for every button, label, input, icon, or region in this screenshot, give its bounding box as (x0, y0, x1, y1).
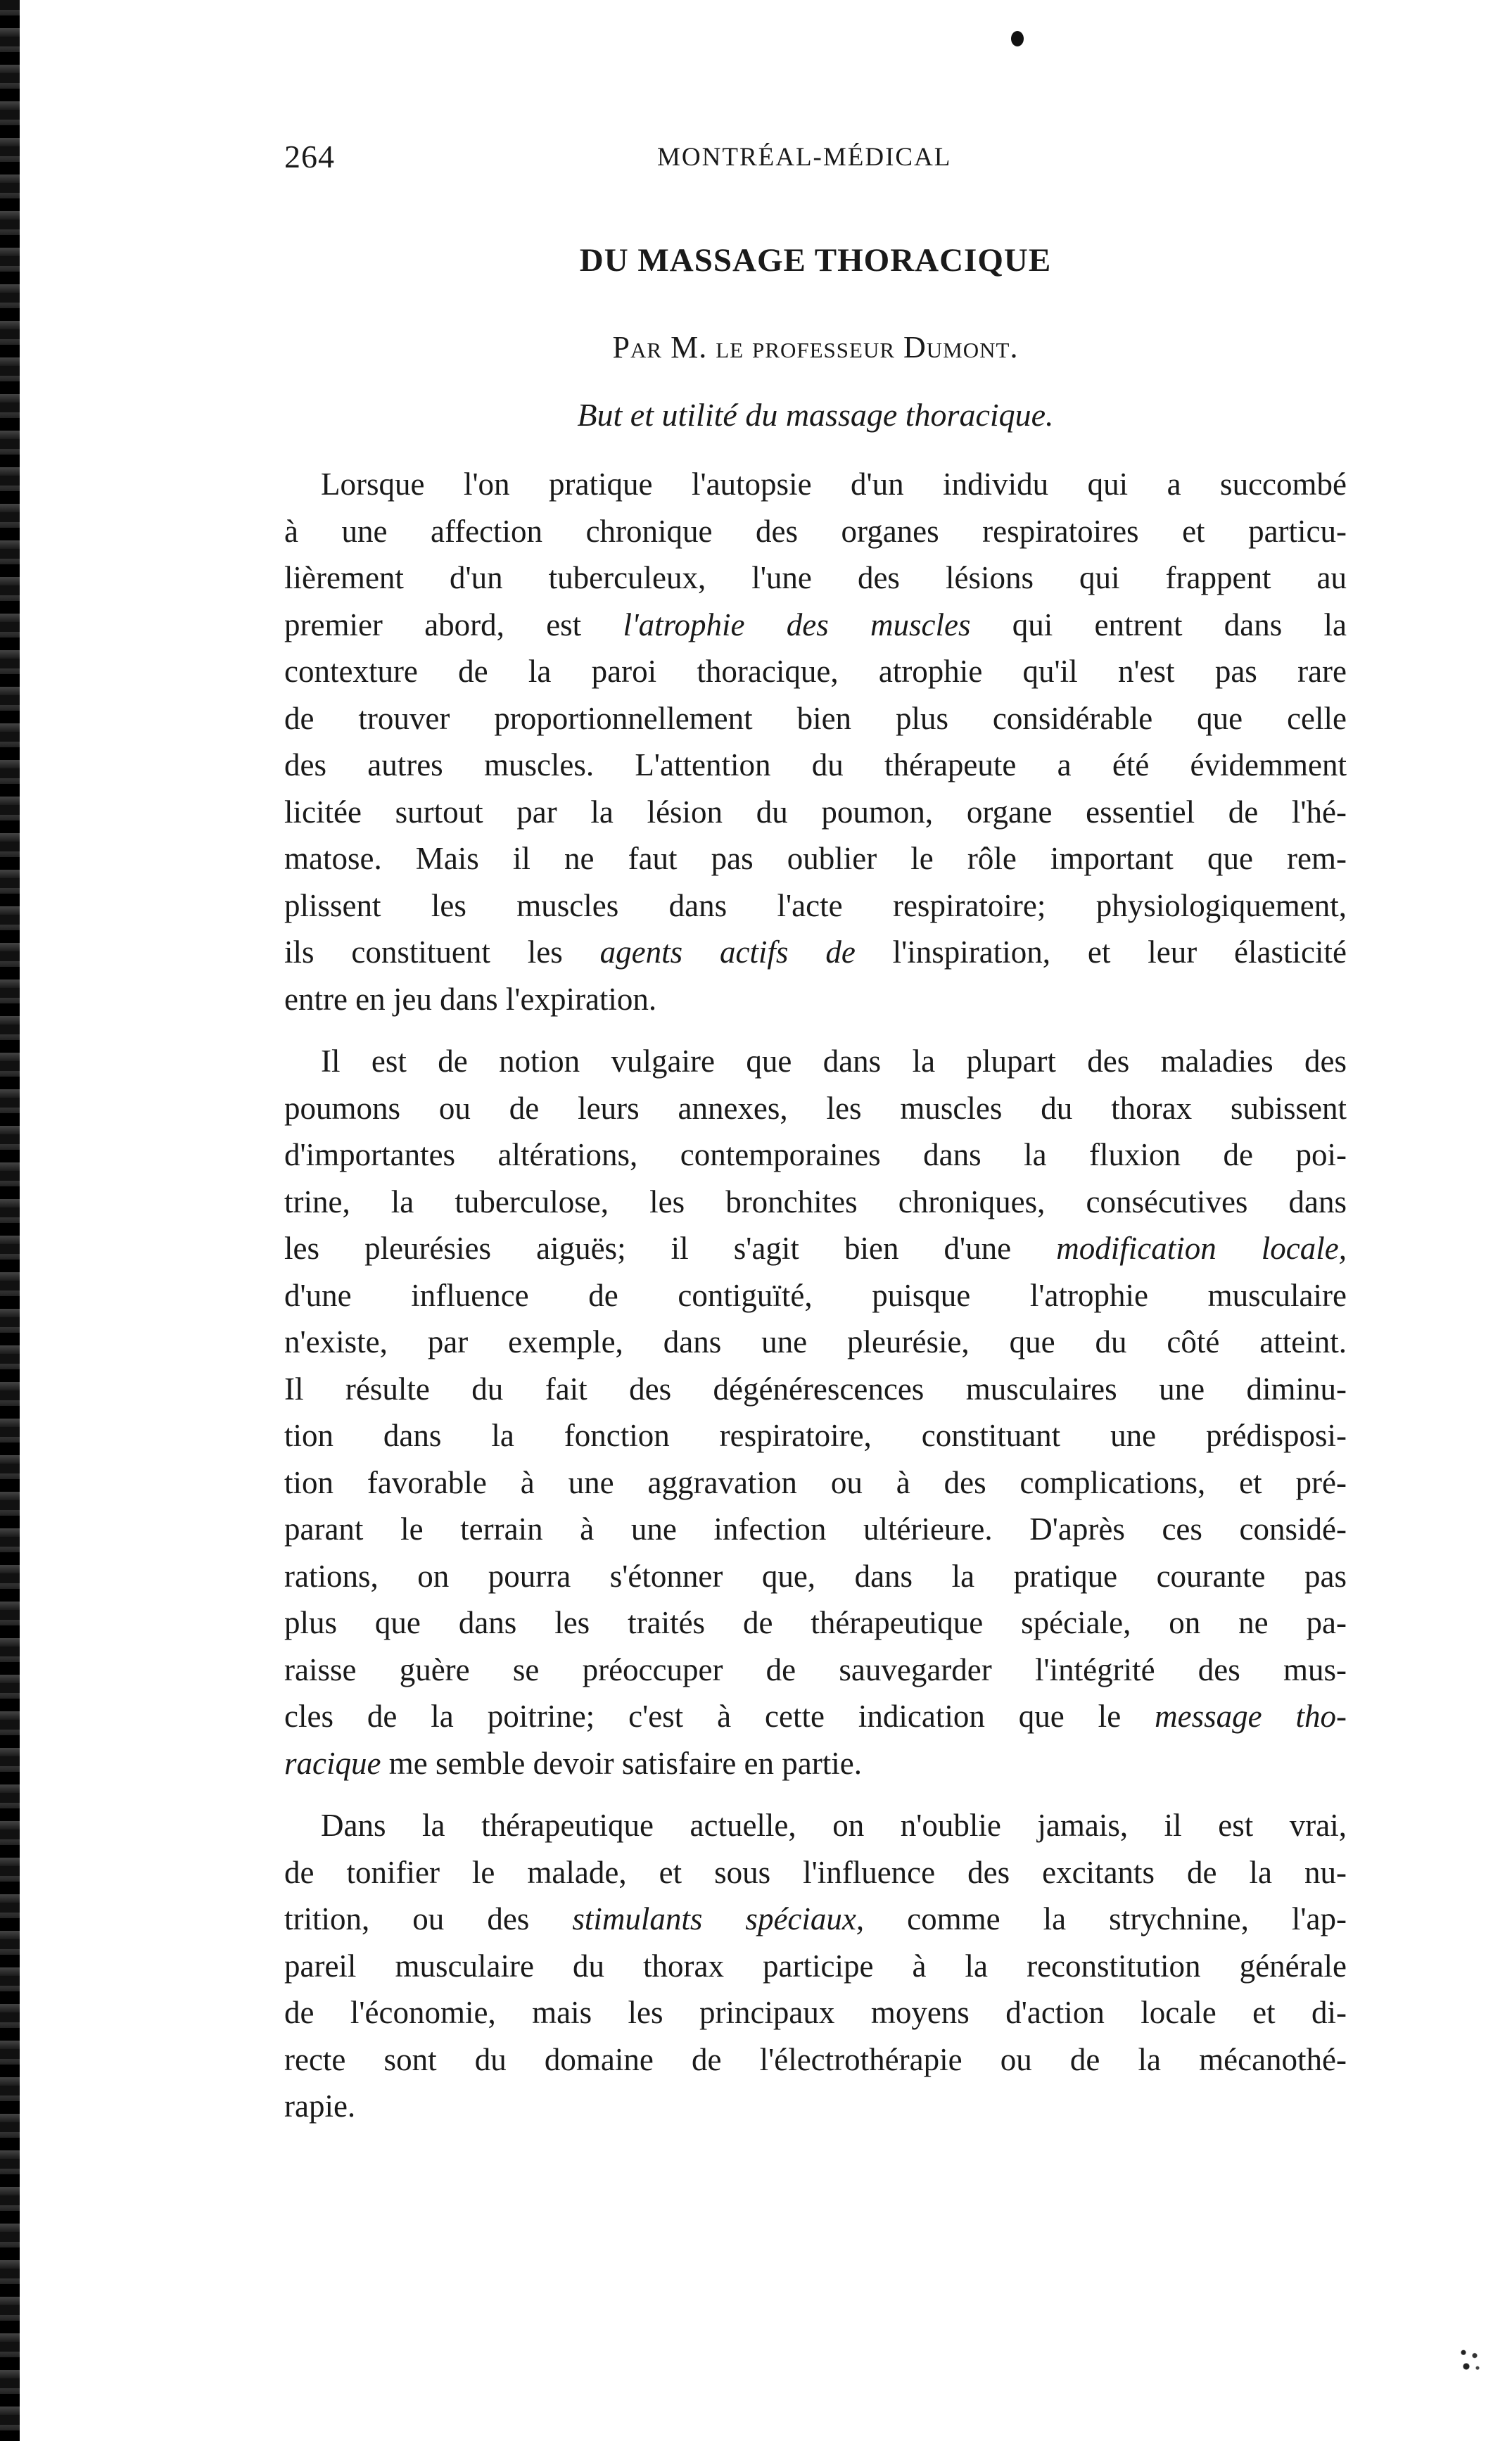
text-line (284, 1225, 1347, 1272)
text-run: rations, on pourra s'étonner que, dans la pratique courante pas (284, 1558, 1347, 1594)
italic-text: modification locale, (1056, 1231, 1347, 1266)
text-line (284, 882, 1347, 930)
text-line (284, 1989, 1347, 2036)
text-run: premier abord, est (284, 607, 623, 642)
text-run: entre en jeu dans l'expiration. (284, 981, 657, 1017)
text-line (284, 1647, 1347, 1694)
text-line (284, 1319, 1347, 1366)
italic-text: agents actifs de (599, 934, 856, 970)
text-line (284, 461, 1347, 508)
text-line (284, 1179, 1347, 1226)
text-line (284, 1366, 1347, 1413)
ink-speck-corner (1455, 2343, 1483, 2374)
text-run: recte sont du domaine de l'électrothérapie ou de la mécanothé- (284, 2041, 1347, 2077)
article-subtitle: But et utilité du massage thoracique. (577, 397, 1054, 433)
italic-text: racique (284, 1745, 381, 1781)
journal-title: MONTRÉAL-MÉDICAL (657, 143, 952, 172)
text-run: parant le terrain à une infection ultérieure. D'après ces considé- (284, 1511, 1347, 1547)
text-run: Il est de notion vulgaire que dans la plupart des maladies des (321, 1044, 1347, 1079)
text-run: raisse guère se préoccuper de sauvegarder l'intégrité des mus- (284, 1651, 1347, 1687)
article-byline: Par M. le professeur Dumont. (612, 330, 1019, 364)
text-line (284, 1272, 1347, 1319)
text-run: n'existe, par exemple, dans une pleurésie, que du côté atteint. (284, 1324, 1347, 1359)
text-run: d'importantes altérations, contemporaines dans la fluxion de poi- (284, 1137, 1347, 1172)
text-run: Il résulte du fait des dégénérescences musculaires une diminu- (284, 1371, 1347, 1407)
text-run: tion dans la fonction respiratoire, constituant une prédisposi- (284, 1418, 1347, 1453)
text-line (284, 1849, 1347, 1896)
text-run: trition, ou des (284, 1901, 573, 1936)
ink-speck (1011, 31, 1024, 46)
text-run: Lorsque l'on pratique l'autopsie d'un individu qui a succombé (321, 467, 1347, 502)
text-run: cles de la poitrine; c'est à cette indication que le (284, 1699, 1155, 1734)
italic-text: message tho- (1155, 1699, 1347, 1734)
text-run: rapie. (284, 2088, 356, 2124)
text-run: de tonifier le malade, et sous l'influence des excitants de la nu- (284, 1854, 1347, 1890)
article-body (284, 461, 1347, 2145)
text-line (284, 508, 1347, 555)
paragraph (284, 461, 1347, 1022)
text-line (284, 929, 1347, 976)
text-line (284, 1459, 1347, 1507)
text-run: plissent les muscles dans l'acte respiratoire; physiologiquement, (284, 887, 1347, 923)
text-run: de trouver proportionnellement bien plus considérable que celle (284, 700, 1347, 736)
text-line (284, 742, 1347, 789)
text-line (284, 554, 1347, 602)
text-line (284, 1896, 1347, 1943)
text-run: l'inspiration, et leur élasticité (855, 934, 1347, 970)
italic-text: l'atrophie des muscles (623, 607, 971, 642)
text-line (284, 1599, 1347, 1647)
text-run: plus que dans les traités de thérapeutique spéciale, on ne pa- (284, 1605, 1347, 1640)
text-run: ils constituent les (284, 934, 600, 970)
text-run: me semble devoir satisfaire en partie. (381, 1745, 862, 1781)
scan-binding-edge (0, 0, 20, 2441)
article-heading (284, 239, 1347, 435)
paragraph (284, 1038, 1347, 1787)
paragraph (284, 1802, 1347, 2130)
text-line (284, 1085, 1347, 1132)
text-line (284, 1802, 1347, 1849)
text-line (284, 1506, 1347, 1553)
text-run: qui entrent dans la (970, 607, 1347, 642)
italic-text: stimulants spéciaux, (572, 1901, 865, 1936)
text-run: Dans la thérapeutique actuelle, on n'oublie jamais, il est vrai, (321, 1808, 1347, 1843)
text-run: à une affection chronique des organes respiratoires et particu- (284, 513, 1347, 549)
page-number: 264 (284, 139, 335, 175)
article-title: DU MASSAGE THORACIQUE (579, 242, 1052, 279)
text-line (284, 2036, 1347, 2084)
text-line (284, 1553, 1347, 1600)
text-run: comme la strychnine, l'ap- (864, 1901, 1347, 1936)
text-line (284, 835, 1347, 882)
text-run: des autres muscles. L'attention du thérapeute a été évidemment (284, 747, 1347, 782)
text-line (284, 695, 1347, 742)
text-run: d'une influence de contiguïté, puisque l'atrophie musculaire (284, 1277, 1347, 1313)
text-line (284, 1943, 1347, 1990)
text-run: les pleurésies aiguës; il s'agit bien d'une (284, 1231, 1057, 1266)
text-line (284, 789, 1347, 836)
text-run: lièrement d'un tuberculeux, l'une des lésions qui frappent au (284, 560, 1347, 595)
text-run: contexture de la paroi thoracique, atrophie qu'il n'est pas rare (284, 654, 1347, 689)
text-run: pareil musculaire du thorax participe à la reconstitution générale (284, 1948, 1347, 1984)
text-line (284, 1412, 1347, 1459)
text-line (284, 976, 1347, 1023)
running-head (284, 138, 1347, 187)
text-run: tion favorable à une aggravation ou à des complications, et pré- (284, 1464, 1347, 1500)
text-line (284, 1693, 1347, 1740)
text-run: de l'économie, mais les principaux moyens d'action locale et di- (284, 1995, 1347, 2030)
text-line (284, 648, 1347, 695)
text-run: matose. Mais il ne faut pas oublier le rôle important que rem- (284, 841, 1347, 876)
text-line (284, 602, 1347, 649)
text-line (284, 1131, 1347, 1179)
text-line (284, 2083, 1347, 2130)
text-line (284, 1740, 1347, 1787)
text-run: licitée surtout par la lésion du poumon, organe essentiel de l'hé- (284, 794, 1347, 830)
text-run: trine, la tuberculose, les bronchites chroniques, consécutives dans (284, 1184, 1347, 1219)
text-line (284, 1038, 1347, 1085)
text-run: poumons ou de leurs annexes, les muscles du thorax subissent (284, 1090, 1347, 1126)
